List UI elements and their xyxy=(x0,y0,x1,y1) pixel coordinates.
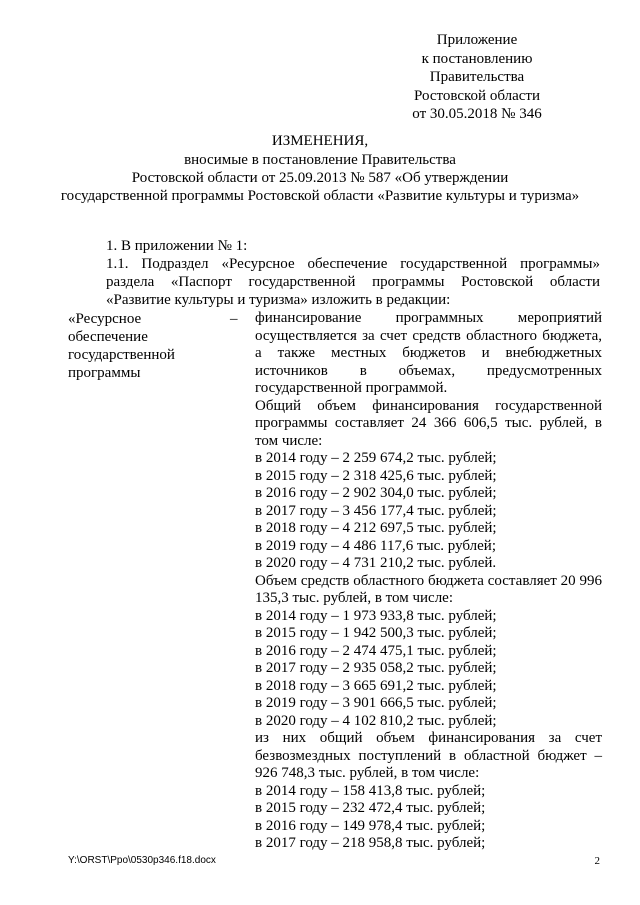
appendix-line: к постановлению xyxy=(421,50,533,67)
resource-label: «Ресурсное обеспечение государственной программы xyxy=(68,311,175,381)
year-amount-line: в 2020 году – 4 731 210,2 тыс. рублей. xyxy=(255,555,497,571)
title-line: Ростовской области от 25.09.2013 № 587 «Об утверждении xyxy=(131,170,509,186)
year-amount-line: в 2018 году – 4 212 697,5 тыс. рублей; xyxy=(255,520,497,536)
appendix-header xyxy=(377,31,577,124)
year-amount-line: в 2018 году – 3 665 691,2 тыс. рублей; xyxy=(255,677,497,694)
year-amount-line: в 2017 году – 3 456 177,4 тыс. рублей; xyxy=(255,502,497,519)
financing-paragraph: финансирование программных мероприятий осуществляется за счет средств областного бюджета, а также местных бюджетов и внебюджетных источников в объемах, предусмотренных государственной программой. xyxy=(255,310,602,396)
appendix-line: от 30.05.2018 № 346 xyxy=(412,106,542,122)
year-amount-line: в 2016 году – 2 474 475,1 тыс. рублей; xyxy=(255,642,497,659)
year-amount-line: в 2016 году – 2 902 304,0 тыс. рублей; xyxy=(255,485,497,501)
intro-item-1: 1. В приложении № 1: xyxy=(106,238,248,254)
year-amount-line: в 2014 году – 158 413,8 тыс. рублей; xyxy=(255,782,486,799)
regional-budget-paragraph: Объем средств областного бюджета составляет 20 996 135,3 тыс. рублей, в том числе: xyxy=(255,572,602,606)
year-amount-line: в 2014 году – 2 259 674,2 тыс. рублей; xyxy=(255,450,497,466)
label-dash: – xyxy=(230,311,238,327)
year-amount-line: в 2019 году – 3 901 666,5 тыс. рублей; xyxy=(255,695,497,711)
title-heading: ИЗМЕНЕНИЯ, xyxy=(271,133,369,149)
title-line: государственной программы Ростовской области «Развитие культуры и туризма» xyxy=(60,188,580,204)
regional-years-list xyxy=(255,608,602,731)
document-title xyxy=(40,132,600,205)
total-volume-paragraph: Общий объем финансирования государственной программы составляет 24 366 606,5 тыс. рублей, в том числе: xyxy=(255,397,602,449)
appendix-line: Правительства xyxy=(429,69,525,85)
footer-file-path: Y:\ORST\Ppo\0530p346.f18.docx xyxy=(68,855,216,866)
year-amount-line: в 2017 году – 218 958,8 тыс. рублей; xyxy=(255,835,486,851)
year-amount-line: в 2015 году – 1 942 500,3 тыс. рублей; xyxy=(255,625,497,641)
year-amount-line: в 2016 году – 149 978,4 тыс. рублей; xyxy=(255,817,486,834)
year-amount-line: в 2019 году – 4 486 117,6 тыс. рублей; xyxy=(255,537,496,554)
year-amount-line: в 2015 году – 2 318 425,6 тыс. рублей; xyxy=(255,467,497,484)
title-line: вносимые в постановление Правительства xyxy=(184,152,456,168)
appendix-line: Ростовской области xyxy=(414,87,540,104)
year-amount-line: в 2020 году – 4 102 810,2 тыс. рублей; xyxy=(255,712,497,729)
appendix-line: Приложение xyxy=(436,32,518,48)
year-amount-line: в 2015 году – 232 472,4 тыс. рублей; xyxy=(255,800,486,816)
year-amount-line: в 2014 году – 1 973 933,8 тыс. рублей; xyxy=(255,607,497,624)
resource-content xyxy=(255,310,602,853)
total-years-list xyxy=(255,450,602,573)
intro-section xyxy=(68,237,600,309)
grant-years-list xyxy=(255,783,602,853)
year-amount-line: в 2017 году – 2 935 058,2 тыс. рублей; xyxy=(255,660,497,676)
grants-paragraph: из них общий объем финансирования за счет безвозмездных поступлений в областной бюджет – 926 748,3 тыс. рублей, в том числе: xyxy=(255,730,602,781)
intro-item-1-1: 1.1. Подраздел «Ресурсное обеспечение государственной программы» раздела «Паспорт государственной программы Ростовской области «Развитие культуры и туризма» изложить в редакции: xyxy=(106,256,600,308)
page-number: 2 xyxy=(594,855,600,867)
